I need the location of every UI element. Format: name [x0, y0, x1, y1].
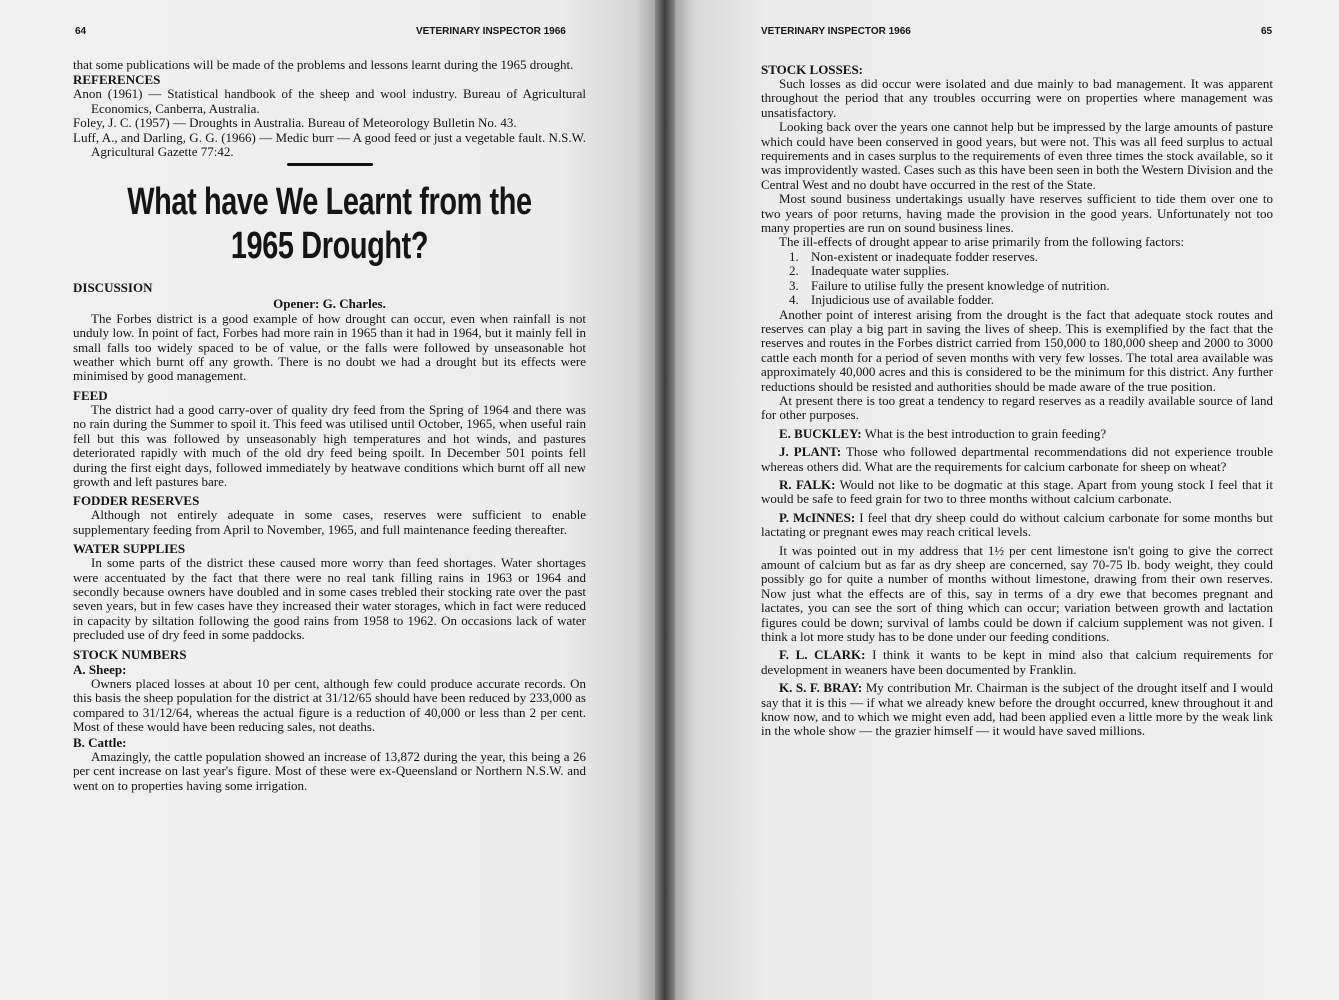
feed-heading: FEED — [73, 387, 108, 403]
speaker-name: F. L. CLARK: — [779, 647, 866, 663]
intro-paragraph: that some publications will be made of the problems and lessons learnt during the 1965 drought. — [73, 57, 574, 72]
left-column — [73, 58, 586, 793]
stock-losses-heading: STOCK LOSSES: — [761, 62, 864, 77]
reference-item: Luff, A., and Darling, G. G. (1966) — Medic burr — A good feed or just a vegetable fault. N.S.W. Agricultural Gazette 77:42. — [73, 129, 586, 160]
list-item: 2. Inadequate water supplies. — [789, 263, 950, 279]
article-title — [74, 180, 585, 268]
fodder-paragraph: Although not entirely adequate in some cases, reserves were sufficient to enable supplementary feeding from April to November, 1965, and full maintenance feeding thereafter. — [73, 507, 586, 537]
water-supplies-heading: WATER SUPPLIES — [73, 541, 186, 557]
book-gutter — [655, 0, 675, 1000]
stock-numbers-heading: STOCK NUMBERS — [73, 646, 187, 662]
title-line-1: What have We Learnt from the — [127, 181, 532, 224]
sheep-paragraph: Owners placed losses at about 10 per cent, although few could produce accurate records. On this basis the sheep population for the district at 31/12/65 should have been reduced by 233,000 as compared to 31/12/64, whereas the actual figure is a reduction of 40,000 or less than 2 per cent. Most of these would have been reducing sales, not deaths. — [73, 675, 586, 735]
speaker-name: K. S. F. BRAY: — [779, 680, 863, 696]
body-paragraph: Such losses as did occur were isolated and due mainly to bad management. It was apparent throughout the period that any troubles occurring were on properties where management was unsatisfactory. — [761, 76, 1273, 120]
body-paragraph: It was pointed out in my address that 1½ per cent limestone isn't going to give the correct amount of calcium but as far as dry sheep are concerned, say 70-75 lb. body weight, they could possibly go for quite a number of months without limestone, drawing from their own reserves. Now just what the effects are of this, say in terms of a dry ewe that becomes pregnant and lactates, you can see the sort of thing which can occur; variation between growth and lactation figures could be down; survival of lambs could be down if calcium supplement was not given. I think a lot more study has to be done under our feeding conditions. — [761, 542, 1273, 645]
title-line-2: 1965 Drought? — [230, 225, 429, 268]
body-paragraph: Another point of interest arising from the drought is the fact that adequate stock routes and reserves can play a big part in saving the lives of sheep. This is exemplified by the fact that the reserves and routes in the Forbes district carried from 150,000 to 180,000 sheep and 2000 to 3000 cattle each month for a period of seven months with very few losses. The total area available was approximately 40,000 acres and this is considered to be the minimum for this district. Any further reductions should be resisted and authorities should be made aware of the true position. — [761, 306, 1273, 394]
body-paragraph: Most sound business undertakings usually have reserves sufficient to tide them over one to two years of poor returns, having made the provision in the good years. Unfortunately not too many properties are run on sound business lines. — [761, 191, 1273, 236]
body-paragraph: Looking back over the years one cannot help but be impressed by the large amounts of pasture which could have been conserved in good years, but were not. This was all feed surplus to actual requirements and in cases surplus to the requirements of even three times the stock available, so it was improvidently wasted. Cases such as this have been seen in both the Western Division and the Central West and no doubt have occurred in the rest of the State. — [761, 119, 1273, 192]
discussion-paragraph: The Forbes district is a good example of how drought can occur, even when rainfall is not unduly low. In point of fact, Forbes had more rain in 1965 than it had in 1964, but it mainly fell in small falls too widely spaced to be of value, or the falls were followed by unseasonable hot weather which burnt off any growth. There is no doubt we had a drought but its effects were minimised by good management. — [73, 310, 586, 384]
body-paragraph: At present there is too great a tendency to regard reserves as a readily available source of land for other purposes. — [761, 392, 1273, 423]
feed-paragraph: The district had a good carry-over of quality dry feed from the Spring of 1964 and there was no rain during the Summer to spoil it. This feed was utilised until October, 1965, when useful rain fell but this was followed by unseasonably high temperatures and hot winds, and pastures deteriorated rapidly with much of the old dry feed being spoilt. In December 501 points fell during the first eight days, followed immediately by heatwave conditions which burnt off all new growth and left pastures bare. — [73, 401, 586, 489]
speaker-name: E. BUCKLEY: — [779, 425, 862, 441]
reference-item: Foley, J. C. (1957) — Droughts in Australia. Bureau of Meteorology Bulletin No. 43. — [73, 115, 517, 131]
cattle-paragraph: Amazingly, the cattle population showed an increase of 13,872 during the year, this being a 26 per cent increase on last year's figure. Most of these were ex-Queensland or Northern N.S.W. and went on to properties having some irrigation. — [73, 749, 586, 793]
speaker-name: P. McINNES: — [779, 509, 856, 525]
reference-item: Anon (1961) — Statistical handbook of the sheep and wool industry. Bureau of Agricultural Economics, Canberra, Australia. — [73, 86, 586, 116]
discussion-heading: DISCUSSION — [73, 280, 153, 296]
sheep-subheading: A. Sheep: — [73, 661, 127, 677]
dialogue-entry: J. PLANT: Those who followed departmental recommendations did not experience trouble whereas others did. What are the requirements for calcium carbonate for sheep on wheat? — [761, 444, 1273, 474]
section-divider — [287, 163, 373, 166]
speaker-name: R. FALK: — [779, 476, 836, 492]
page-number-right: 65 — [1261, 26, 1273, 37]
running-head-left: VETERINARY INSPECTOR 1966 — [416, 26, 566, 37]
dialogue-entry: R. FALK: Would not like to be dogmatic at this stage. Apart from young stock I feel that it would be safe to feed grain for two to three months without calcium carbonate. — [761, 476, 1273, 507]
opener-line: Opener: G. Charles. — [273, 296, 386, 312]
left-page — [0, 0, 655, 1000]
dialogue-entry: K. S. F. BRAY: My contribution Mr. Chairman is the subject of the drought itself and I would say that it is this — if what we already knew before the drought occurred, knew throughout it and know now, and to which we might even add, had been applied even a little more by the weak link in the whole show — the grazier himself — it would have saved millions. — [761, 680, 1273, 739]
right-column — [761, 62, 1273, 739]
running-head-right: VETERINARY INSPECTOR 1966 — [761, 26, 911, 37]
right-page — [675, 0, 1339, 1000]
dialogue-entry: E. BUCKLEY: What is the best introduction to grain feeding? — [779, 425, 1107, 441]
references-heading: REFERENCES — [73, 72, 161, 88]
list-item: 4. Injudicious use of available fodder. — [789, 292, 995, 308]
fodder-reserves-heading: FODDER RESERVES — [73, 493, 200, 509]
factors-list — [761, 250, 1273, 308]
body-paragraph: The ill-effects of drought appear to arise primarily from the following factors: — [779, 234, 1185, 250]
page-number-left: 64 — [75, 26, 87, 37]
dialogue-entry: P. McINNES: I feel that dry sheep could do without calcium carbonate for some months but lactating or pregnant ewes may reach critical levels. — [761, 509, 1274, 540]
dialogue-entry: F. L. CLARK: I think it wants to be kept in mind also that calcium requirements for development in weaners have been documented by Franklin. — [761, 647, 1273, 677]
list-item: 3. Failure to utilise fully the present knowledge of nutrition. — [789, 277, 1110, 293]
speaker-name: J. PLANT: — [779, 444, 842, 460]
list-item: 1. Non-existent or inadequate fodder reserves. — [789, 248, 1039, 264]
water-paragraph: In some parts of the district these caused more worry than feed shortages. Water shortages were accentuated by the fact that there were no real tank filling rains in 1963 or 1964 and secondly because owners have doubled and in some cases trebled their stocking rate over the past seven years, but in few cases have they increased their water storages, which in fact were reduced in capacity by siltation following the good rains from 1958 to 1962. On occasions lack of water precluded use of dry feed in some paddocks. — [73, 555, 586, 643]
cattle-subheading: B. Cattle: — [73, 734, 127, 750]
